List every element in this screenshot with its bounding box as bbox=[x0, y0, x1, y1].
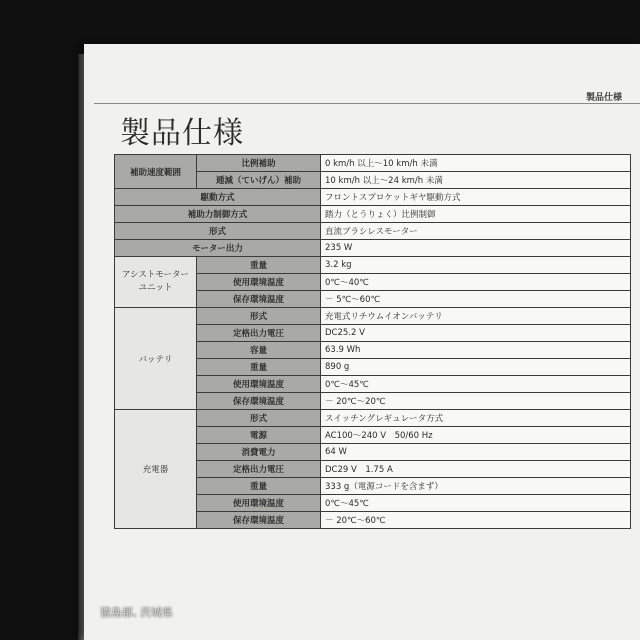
table-row bbox=[115, 257, 631, 274]
spec-label: 形式 bbox=[115, 223, 321, 240]
spec-label: 形式 bbox=[197, 410, 321, 427]
header-rule bbox=[94, 103, 640, 104]
spec-label: 重量 bbox=[197, 478, 321, 495]
table-row bbox=[115, 223, 631, 240]
spec-value: 踏力（とうりょく）比例制御 bbox=[321, 206, 631, 223]
header-label: 製品仕様 bbox=[586, 93, 623, 103]
spec-value: スイッチングレギュレータ方式 bbox=[321, 410, 631, 427]
table-row bbox=[115, 206, 631, 223]
spec-value: 充電式リチウムイオンバッテリ bbox=[321, 308, 631, 325]
spec-value: － 5℃～60℃ bbox=[321, 291, 631, 308]
spec-value: 0℃～45℃ bbox=[321, 376, 631, 393]
page-title: 製品仕様 bbox=[120, 116, 244, 151]
spec-value: 0 km/h 以上～10 km/h 未満 bbox=[321, 155, 631, 172]
table-row bbox=[115, 308, 631, 325]
spec-label: 使用環境温度 bbox=[197, 376, 321, 393]
table-row bbox=[115, 410, 631, 427]
spec-value: 10 km/h 以上～24 km/h 未満 bbox=[321, 172, 631, 189]
group-label-speed: 補助速度範囲 bbox=[115, 155, 197, 189]
spec-value: フロントスプロケットギヤ駆動方式 bbox=[321, 189, 631, 206]
spec-value: DC25.2 V bbox=[321, 325, 631, 342]
group-label-battery: バッテリ bbox=[115, 308, 197, 410]
spec-value: 333 g（電源コードを含まず） bbox=[321, 478, 631, 495]
spec-label: 保存環境温度 bbox=[197, 393, 321, 410]
spec-value: 64 W bbox=[321, 444, 631, 461]
spec-value: 3.2 kg bbox=[321, 257, 631, 274]
spec-label: 比例補助 bbox=[197, 155, 321, 172]
group-label-charger: 充電器 bbox=[115, 410, 197, 529]
spec-label: 駆動方式 bbox=[115, 189, 321, 206]
table-row bbox=[115, 189, 631, 206]
spec-label: 重量 bbox=[197, 359, 321, 376]
spec-table bbox=[114, 154, 631, 529]
spec-label: 消費電力 bbox=[197, 444, 321, 461]
spec-label: 保存環境温度 bbox=[197, 512, 321, 529]
location-watermark: 猿島郡, 茨城県 bbox=[100, 606, 173, 619]
table-row bbox=[115, 155, 631, 172]
spec-label: 補助力制御方式 bbox=[115, 206, 321, 223]
table-row bbox=[115, 240, 631, 257]
spec-value: － 20℃～20℃ bbox=[321, 393, 631, 410]
spec-label: 保存環境温度 bbox=[197, 291, 321, 308]
spec-label: 使用環境温度 bbox=[197, 274, 321, 291]
spec-value: AC100～240 V 50/60 Hz bbox=[321, 427, 631, 444]
spec-value: 235 W bbox=[321, 240, 631, 257]
spec-label: 定格出力電圧 bbox=[197, 325, 321, 342]
group-label-motor: アシストモーター ユニット bbox=[115, 257, 197, 308]
spec-value: 直流ブラシレスモーター bbox=[321, 223, 631, 240]
spec-label: 定格出力電圧 bbox=[197, 461, 321, 478]
spec-value: 890 g bbox=[321, 359, 631, 376]
spec-label: 使用環境温度 bbox=[197, 495, 321, 512]
spec-value: 0℃～40℃ bbox=[321, 274, 631, 291]
spec-label: モーター出力 bbox=[115, 240, 321, 257]
spec-label: 電源 bbox=[197, 427, 321, 444]
spec-label: 容量 bbox=[197, 342, 321, 359]
spec-value: － 20℃～60℃ bbox=[321, 512, 631, 529]
spec-label: 形式 bbox=[197, 308, 321, 325]
spec-label: 逓減（ていげん）補助 bbox=[197, 172, 321, 189]
spec-value: 0℃～45℃ bbox=[321, 495, 631, 512]
manual-page bbox=[84, 44, 640, 640]
spec-value: 63.9 Wh bbox=[321, 342, 631, 359]
spec-value: DC29 V 1.75 A bbox=[321, 461, 631, 478]
spec-label: 重量 bbox=[197, 257, 321, 274]
